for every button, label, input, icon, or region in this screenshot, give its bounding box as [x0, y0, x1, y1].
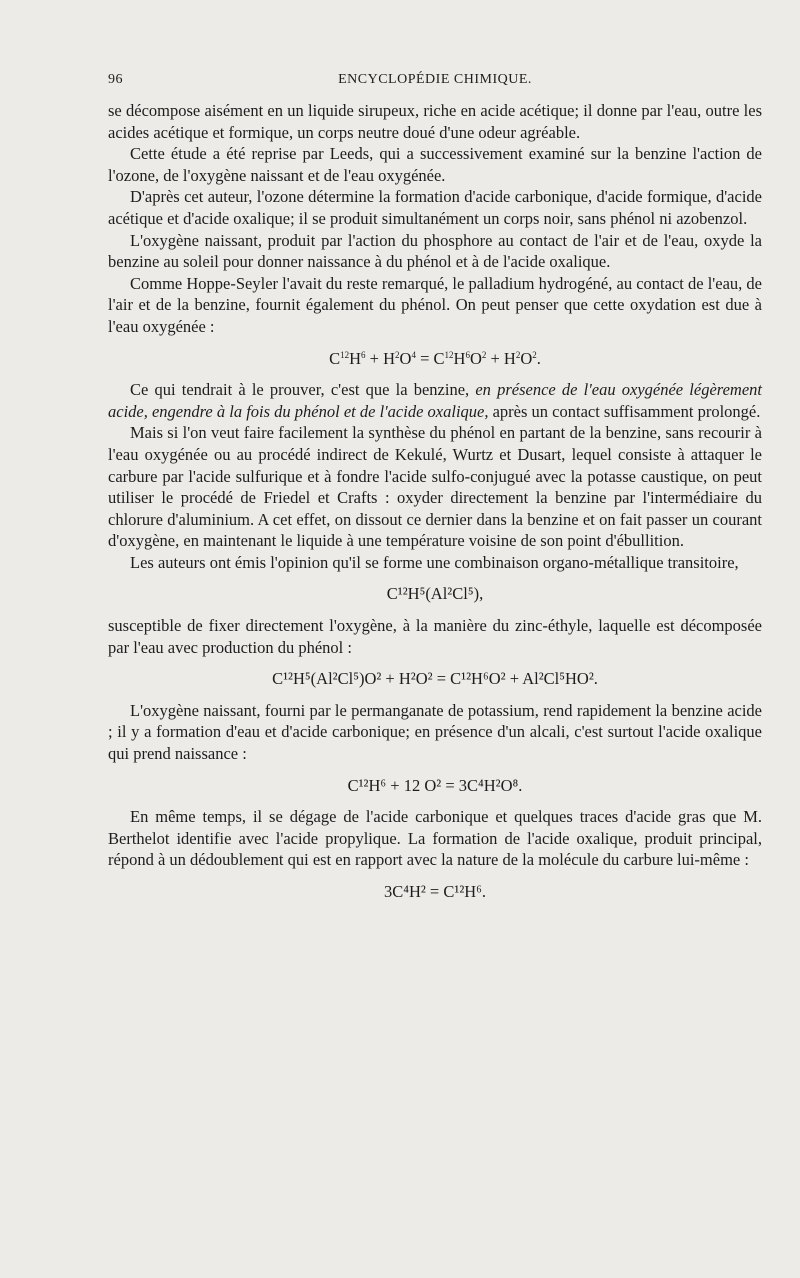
paragraph: Comme Hoppe-Seyler l'avait du reste remarqué, le palladium hydrogéné, au contact de l'eau, de l'air et de la benzine, fournit également du phénol. On peut penser que cette oxydation est due à l'eau oxygénée :: [108, 273, 762, 336]
paragraph: susceptible de fixer directement l'oxygène, à la manière du zinc-éthyle, laquelle est décomposée par l'eau avec production du phénol :: [108, 616, 762, 657]
paragraph: Ce qui tendrait à le prouver, c'est que la benzine, en présence de l'eau oxygénée légèrement acide, engendre à la fois du phénol et de l'acide oxalique, après un contact suffisamment prolongé.: [108, 380, 762, 421]
page-header: [108, 72, 762, 96]
paragraph: se décompose aisément en un liquide sirupeux, riche en acide acétique; il donne par l'eau, outre les acides acétique et formique, un corps neutre doué d'une odeur agréable.: [108, 101, 762, 142]
page-number: 96: [108, 72, 123, 87]
paragraph: L'oxygène naissant, produit par l'action du phosphore au contact de l'air et de l'eau, oxyde la benzine au soleil pour donner naissance à du phénol et à de l'acide oxalique.: [108, 230, 762, 272]
formula-organometallic: C¹²H⁵(Al²Cl⁵),: [386, 584, 484, 604]
paragraph: D'après cet auteur, l'ozone détermine la formation d'acide carbonique, d'acide formique, d'acide acétique et d'acide oxalique; il se produit simultanément un corps noir, sans phénol ni azobenzol.: [108, 187, 762, 228]
formula-oxalic: C¹²H⁶ + 12 O² = 3C⁴H²O⁸.: [347, 775, 523, 795]
paragraph: En même temps, il se dégage de l'acide carbonique et quelques traces d'acide gras que M. Berthelot identifie avec l'acide propylique. La formation de l'acide oxalique, produit principal, répond à un dédoublement qui est en rapport avec la nature de la molécule du carbure lui-même :: [108, 807, 762, 870]
emphasis: en présence de l'eau oxygénée légèrement acide, engendre à la fois du phénol et de l'acide oxalique,: [108, 380, 762, 421]
page-body: [108, 100, 762, 903]
paragraph: Les auteurs ont émis l'opinion qu'il se forme une combinaison organo-métallique transitoire,: [130, 552, 739, 572]
paragraph: Mais si l'on veut faire facilement la synthèse du phénol en partant de la benzine, sans recourir à l'eau oxygénée ou au procédé indirect de Kekulé, Wurtz et Dusart, lequel consiste à attaquer le carbure par l'acide sulfurique et à fondre l'acide sulfo-conjugué avec la potasse caustique, on peut utiliser le procédé de Friedel et Crafts : oxyder directement la benzine par l'intermédiaire du chlorure d'aluminium. A cet effet, on dissout ce dernier dans la benzine et on fait passer un courant d'oxygène, en maintenant le liquide à une température voisine de son point d'ébullition.: [108, 423, 762, 551]
paragraph: Cette étude a été reprise par Leeds, qui a successivement examiné sur la benzine l'action de l'ozone, de l'oxygène naissant et de l'eau oxygénée.: [108, 144, 762, 185]
formula-benzine-oxidation: $C^{12}H^6 + H^2O^4 = C^{12}H^6O^2 + H^2O^2$.: [329, 348, 541, 368]
formula-doubling: 3C⁴H² = C¹²H⁶.: [383, 882, 487, 901]
running-title: ENCYCLOPÉDIE CHIMIQUE.: [338, 72, 532, 87]
paragraph: L'oxygène naissant, fourni par le permanganate de potassium, rend rapidement la benzine acide ; il y a formation d'eau et d'acide carbonique; en présence d'un alcali, c'est surtout l'acide oxalique qui prend naissance :: [108, 700, 762, 764]
formula-decomposition: C¹²H⁵(Al²Cl⁵)O² + H²O² = C¹²H⁶O² + Al²Cl⁵HO².: [272, 669, 598, 689]
